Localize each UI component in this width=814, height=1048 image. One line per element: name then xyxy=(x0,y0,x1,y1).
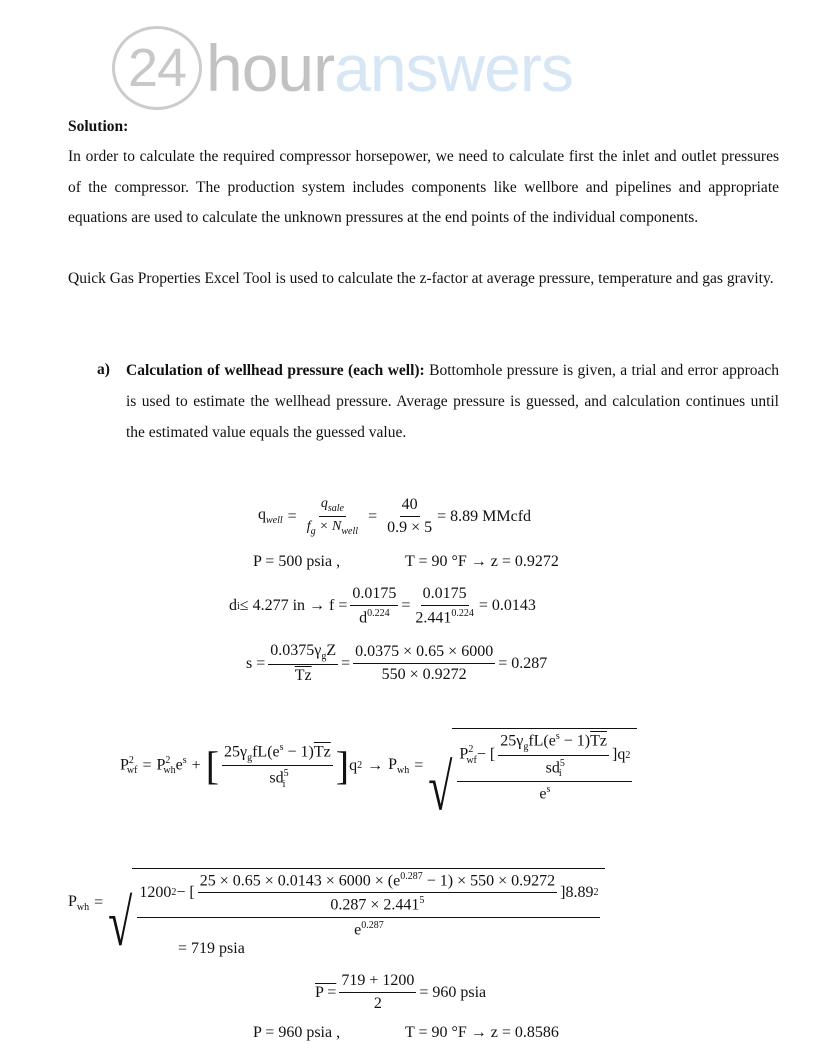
equation-qwell: $q_{well}$ = $\frac{q_{sale}}{f_g \times N_{well}}$ = $\frac{40}{0.9 \times 5}$ = 8.89 MMcfd xyxy=(258,496,532,537)
equation-avg-p-new: P = $\frac{719 + 1200}{2}$ = 960 psia xyxy=(315,972,487,1012)
section-title: Calculation of wellhead pressure (each well): xyxy=(126,362,425,379)
equation-avg-p: P = 500 psia , xyxy=(253,553,341,570)
logo-answers: answers xyxy=(334,31,573,105)
logo xyxy=(112,28,573,108)
paragraph: In order to calculate the required compressor horsepower, we need to calculate first the inlet and outlet pressures of the compressor. The production system includes components like wellbore and pipelines and appropriate equations are used to calculate the unknown pressures at the end points of the individual components. xyxy=(68,148,779,226)
equation-pwh-numeric: $P_{wh}$ = √ 1200 2 − [ $\frac{25 \times 0.65 \times 0.0143 \times 6000 \times (e^{0.287} - 1) \times 550 \times 0.9272}{0.287 \times 2.441^5}$ ]8.89 2 $e^{0.287}$ xyxy=(68,868,605,939)
paragraph: Quick Gas Properties Excel Tool is used to calculate the z-factor at average pressure, temperature and gas gravity. xyxy=(68,270,774,287)
equation-pwh-general: $P^2_{wf}$ = $P^2_{wh}e^s$ + [ $\frac{25\gamma_gfL(e^s - 1)\overline{Tz}}{sd^5_i}$ ] q 2 → $P_{wh}$ = √ $P^2_{wf}$ − [ $\frac{25\gamma_gfL(e^s - 1)\overline{Tz}}{sd^5_i}$ ]q 2 $e^s$ xyxy=(120,728,637,803)
equation-s: s = $\frac{0.0375\gamma_gZ}{Tz}$ = $\frac{0.0375 \times 0.65 \times 6000}{550 \times 0.9272}$ = 0.287 xyxy=(246,642,548,685)
logo-hour: hour xyxy=(206,31,335,105)
equation-friction: d i ≤ 4.277 in → f = $\frac{0.0175}{d^{0.224}}$ = $\frac{0.0175}{2.441^{0.224}}$ = 0.0143 xyxy=(229,585,536,627)
equation-z-2: T = 90 °F → z = 0.8586 xyxy=(405,1024,559,1041)
section-body: Bottomhole pressure is given, a trial and error approach is used to estimate the wellhead pressure. Average pressure is guessed, and calculation continues until the estimated value equals the guessed value. xyxy=(126,362,779,441)
section-label: a) xyxy=(97,361,110,378)
section-a-text xyxy=(126,355,779,448)
equation-z: T = 90 °F → z = 0.9272 xyxy=(405,553,559,570)
solution-heading: Solution: xyxy=(68,118,129,135)
logo-24: 24 xyxy=(112,26,202,110)
result-pwh: = 719 psia xyxy=(178,940,245,957)
equation-avg-p-2: P = 960 psia , xyxy=(253,1024,341,1041)
